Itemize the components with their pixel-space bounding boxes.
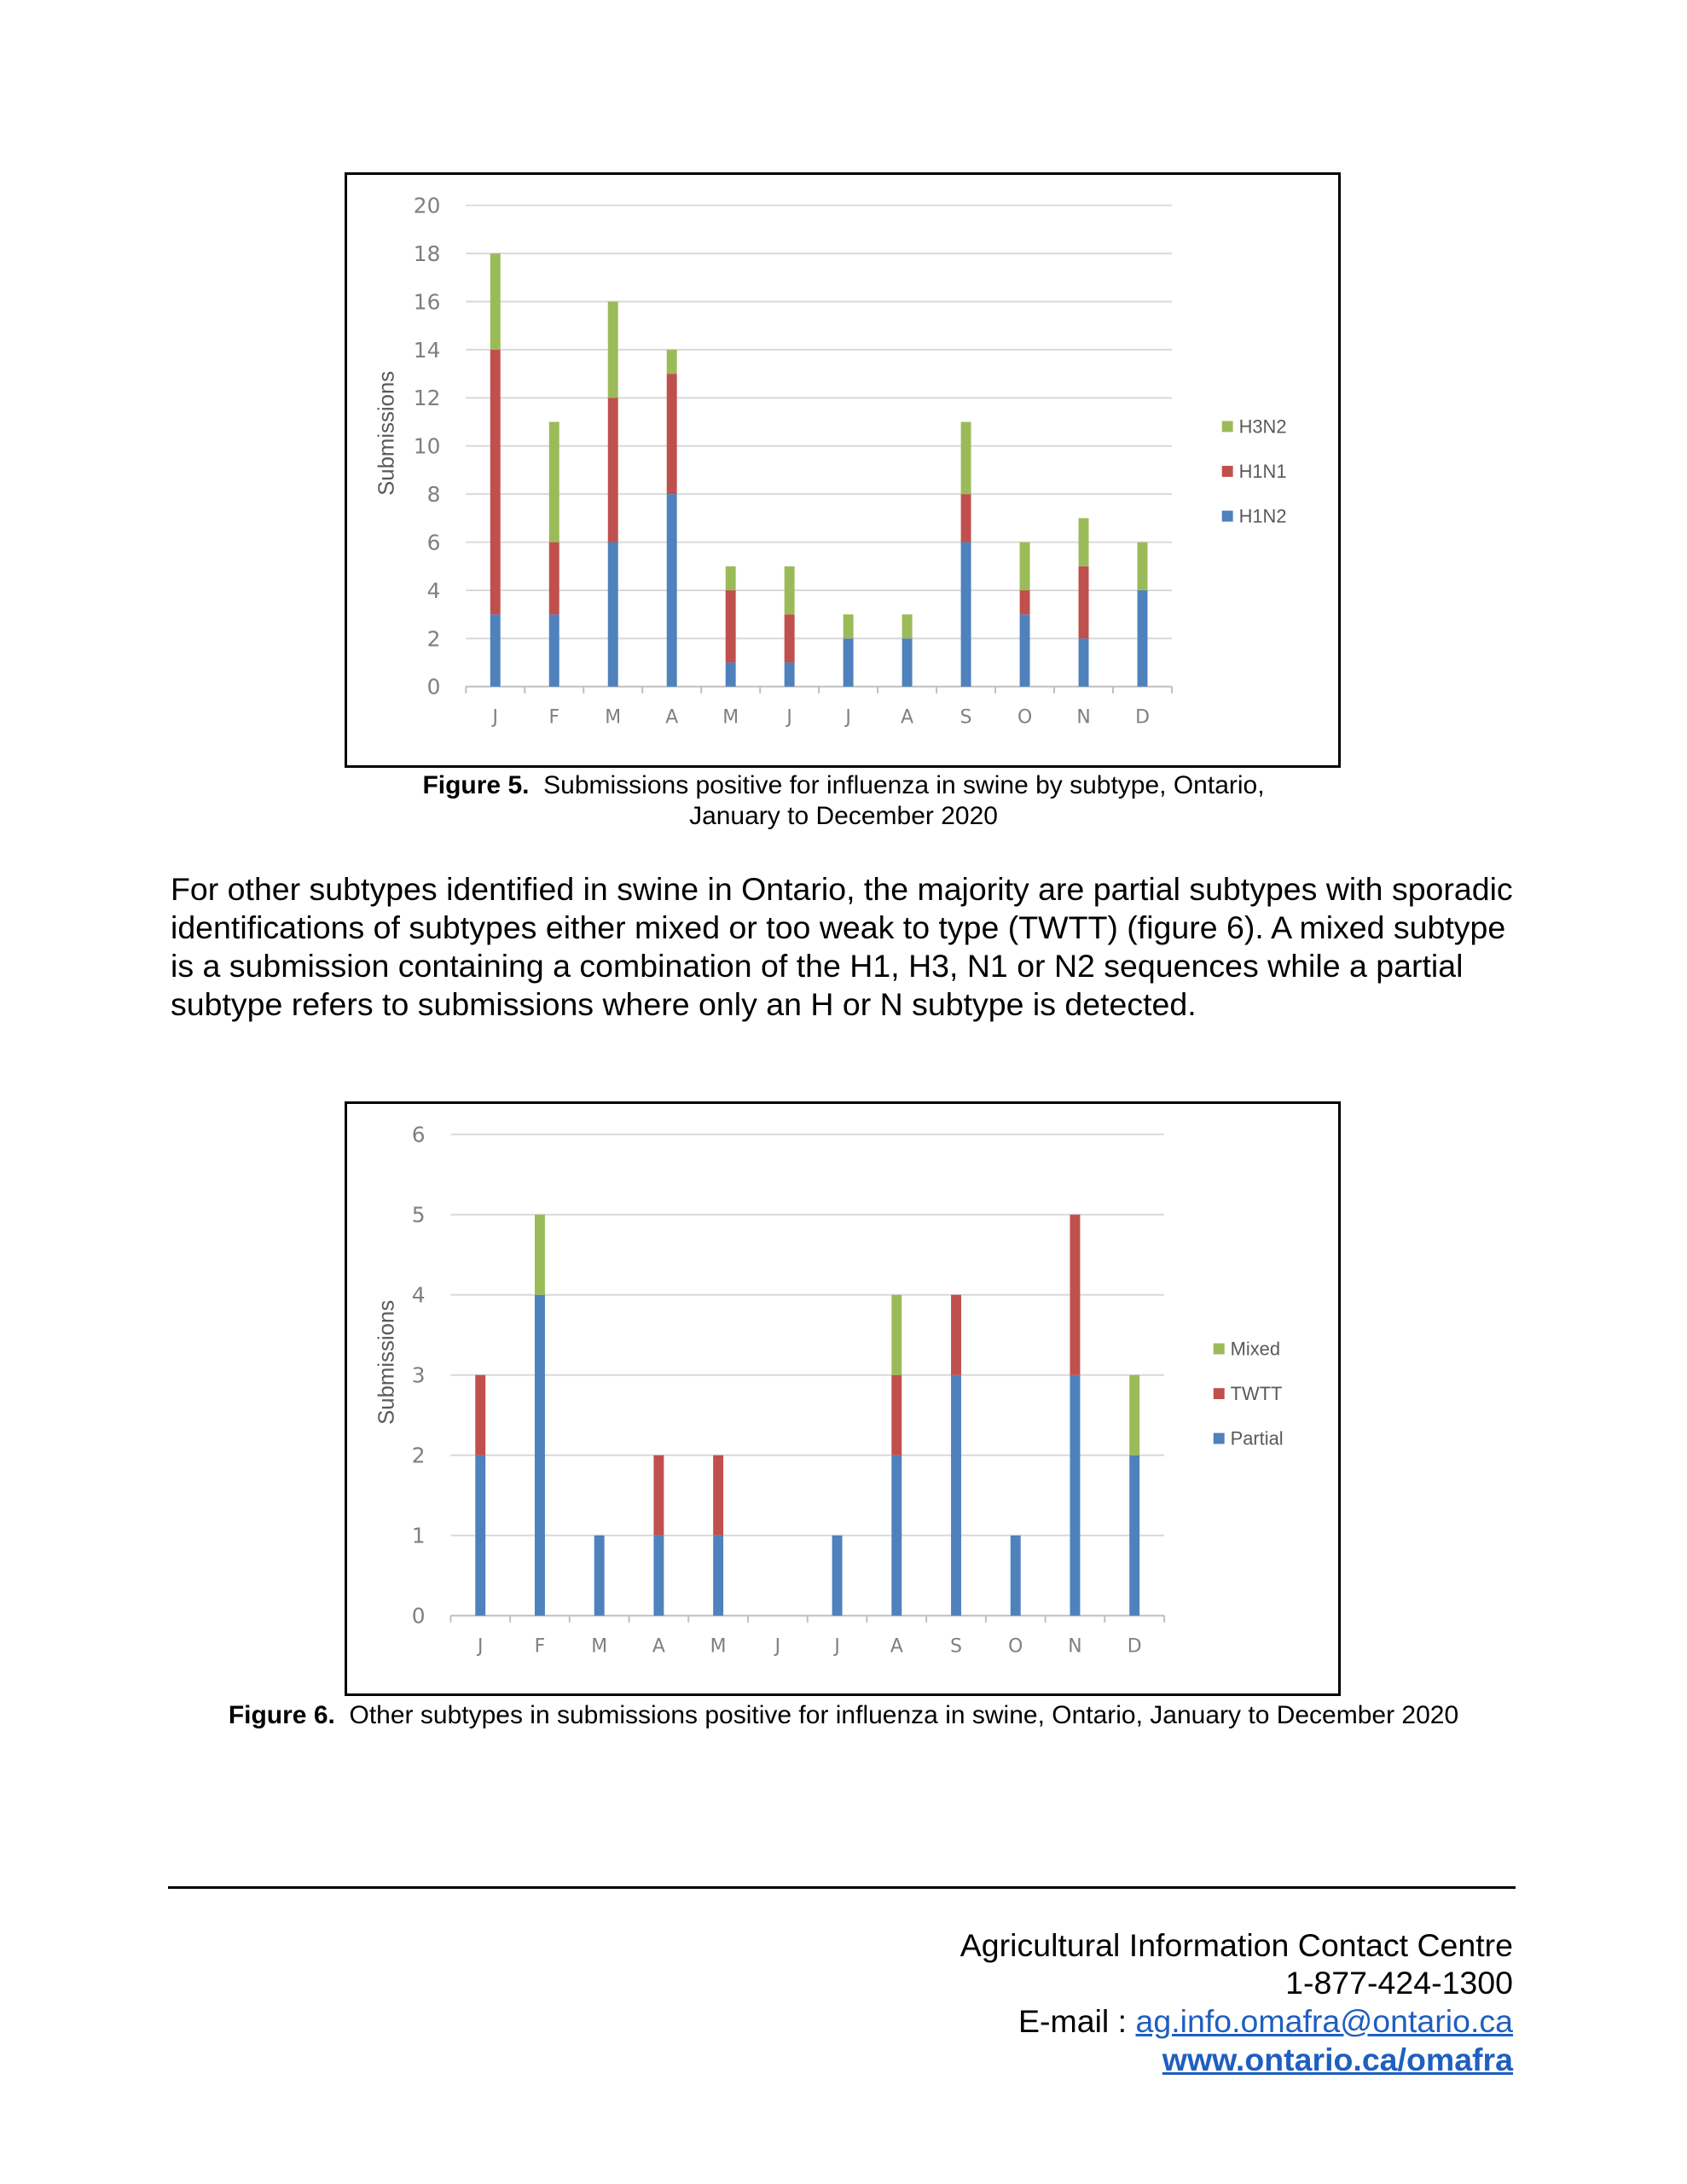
fig5-bar-h3n2-4 (726, 566, 736, 590)
fig6-bar-partial-0 (475, 1455, 485, 1616)
fig5-bar-h1n2-9 (1020, 614, 1030, 687)
fig5-bar-h1n2-1 (549, 614, 559, 687)
fig5-y-tick-label: 2 (426, 626, 441, 652)
fig5-x-tick-label: J (845, 706, 851, 729)
fig5-bar-h1n2-3 (667, 494, 677, 687)
figure-5-caption (0, 770, 1687, 832)
fig6-bar-partial-9 (1011, 1536, 1021, 1616)
fig6-bar-mixed-11 (1129, 1375, 1139, 1455)
fig6-bar-twtt-3 (653, 1455, 664, 1536)
fig5-bar-h1n1-5 (785, 614, 795, 662)
fig5-y-tick-label: 12 (413, 386, 441, 411)
fig6-y-tick-label: 5 (411, 1202, 426, 1228)
fig5-x-tick-label: M (605, 706, 622, 729)
fig6-bar-partial-11 (1129, 1455, 1139, 1616)
fig6-bar-partial-8 (951, 1375, 961, 1616)
fig5-bar-h1n2-2 (608, 543, 618, 687)
fig6-legend-swatch-mixed (1214, 1344, 1225, 1355)
fig5-bar-h3n2-11 (1138, 543, 1148, 590)
fig5-bar-h1n1-1 (549, 543, 559, 615)
figure-5-caption-line2: January to December 2020 (689, 802, 998, 830)
fig6-bar-partial-4 (713, 1536, 723, 1616)
fig5-bar-h1n2-5 (785, 663, 795, 687)
footer-website-link[interactable]: www.ontario.ca/omafra (1162, 2042, 1513, 2077)
footer-web-line (1162, 2041, 1513, 2078)
fig6-x-tick-label: M (710, 1635, 727, 1658)
footer-phone: 1-877-424-1300 (1285, 1965, 1513, 2001)
fig5-bar-h3n2-1 (549, 422, 559, 543)
fig6-y-tick-label: 1 (411, 1523, 426, 1548)
fig5-x-tick-label: F (548, 706, 560, 729)
footer-divider (168, 1886, 1516, 1889)
figure-6-caption (0, 1700, 1687, 1731)
fig6-bar-twtt-8 (951, 1295, 961, 1375)
figure-5-chart (345, 172, 1341, 768)
fig6-bar-partial-10 (1070, 1375, 1080, 1616)
fig6-x-tick-label: J (834, 1635, 840, 1658)
fig5-legend-label-h3n2: H3N2 (1238, 415, 1287, 438)
fig5-bar-h3n2-5 (785, 566, 795, 614)
fig6-y-tick-label: 4 (411, 1282, 426, 1308)
fig6-legend-label-twtt: TWTT (1230, 1383, 1283, 1404)
fig6-bar-partial-1 (535, 1295, 545, 1616)
fig5-y-tick-label: 8 (426, 482, 441, 508)
fig6-bar-twtt-10 (1070, 1215, 1080, 1375)
fig5-y-tick-label: 4 (426, 578, 441, 603)
figure-6-caption-text: Other subtypes in submissions positive for influenza in swine, Ontario, January to December 2020 (349, 1701, 1459, 1729)
fig6-x-tick-label: O (1008, 1635, 1023, 1658)
fig6-bar-partial-6 (832, 1536, 843, 1616)
fig5-x-tick-label: N (1076, 706, 1091, 729)
fig5-bar-h3n2-9 (1020, 543, 1030, 590)
figure-6-chart (345, 1101, 1341, 1696)
fig5-bar-h3n2-8 (961, 422, 971, 495)
fig5-bar-h3n2-7 (902, 614, 913, 638)
fig5-y-tick-label: 20 (413, 193, 441, 218)
fig5-bar-h1n1-3 (667, 374, 677, 494)
footer-email-label: E-mail : (1018, 2003, 1136, 2039)
fig5-y-tick-label: 16 (413, 289, 441, 315)
fig5-bar-h1n2-10 (1079, 638, 1089, 686)
fig6-x-tick-label: F (534, 1635, 546, 1658)
fig5-x-tick-label: M (722, 706, 739, 729)
fig6-x-tick-label: D (1127, 1635, 1142, 1658)
fig6-y-axis-label: Submissions (374, 1299, 399, 1425)
fig5-y-axis-label: Submissions (374, 370, 399, 496)
fig5-bar-h3n2-0 (490, 253, 501, 350)
fig5-x-tick-label: D (1135, 706, 1150, 729)
fig5-bar-h3n2-10 (1079, 518, 1089, 566)
fig6-legend-swatch-partial (1214, 1433, 1225, 1444)
figure-6-label: Figure 6. (228, 1701, 335, 1729)
fig5-bar-h3n2-3 (667, 350, 677, 374)
fig6-bar-mixed-1 (535, 1215, 545, 1295)
fig5-bar-h1n2-0 (490, 614, 501, 687)
fig5-legend-label-h1n1: H1N1 (1238, 460, 1287, 482)
body-paragraph: For other subtypes identified in swine in Ontario, the majority are partial subtypes with sporadic identifications of subtypes either mixed or too weak to type (TWTT) (figure 6). A mixed subtype is a submission containing a combination of the H1, H3, N1 or N2 sequences while a partial subtype refers to submissions where only an H or N subtype is detected. (171, 871, 1513, 1022)
fig5-bar-h3n2-6 (844, 614, 854, 638)
fig5-legend-swatch-h1n1 (1222, 466, 1233, 477)
fig5-x-tick-label: O (1017, 706, 1033, 729)
fig6-bar-twtt-0 (475, 1375, 485, 1455)
fig5-bar-h1n1-9 (1020, 590, 1030, 614)
fig5-y-tick-label: 14 (413, 337, 441, 363)
fig5-bar-h1n2-8 (961, 543, 971, 687)
fig5-y-tick-label: 0 (426, 674, 441, 700)
fig5-bar-h1n1-10 (1079, 566, 1089, 639)
fig5-y-tick-label: 18 (413, 241, 441, 267)
fig5-y-tick-label: 6 (426, 530, 441, 555)
fig5-bar-h1n2-11 (1138, 590, 1148, 687)
fig5-legend-swatch-h3n2 (1222, 421, 1233, 432)
fig6-bar-mixed-7 (891, 1295, 901, 1375)
fig5-x-tick-label: A (901, 706, 914, 729)
figure-5-svg (347, 175, 1338, 765)
fig6-legend-label-partial: Partial (1230, 1427, 1284, 1449)
fig6-x-tick-label: S (950, 1635, 962, 1658)
fig6-bar-partial-7 (891, 1455, 901, 1616)
fig5-bar-h1n2-7 (902, 638, 913, 686)
figure-5-caption-line1: Submissions positive for influenza in swine by subtype, Ontario, (543, 771, 1265, 799)
fig5-x-tick-label: J (492, 706, 499, 729)
footer-email-link[interactable]: ag.info.omafra@ontario.ca (1135, 2003, 1513, 2039)
fig5-bar-h3n2-2 (608, 302, 618, 398)
fig6-x-tick-label: M (591, 1635, 608, 1658)
fig5-bar-h1n2-6 (844, 638, 854, 686)
fig5-x-tick-label: J (786, 706, 792, 729)
fig5-bar-h1n1-8 (961, 494, 971, 542)
fig6-x-tick-label: J (774, 1635, 781, 1658)
fig6-bar-twtt-4 (713, 1455, 723, 1536)
fig6-legend-swatch-twtt (1214, 1388, 1225, 1399)
fig6-y-tick-label: 0 (411, 1603, 426, 1629)
fig5-bar-h1n1-0 (490, 350, 501, 614)
fig6-bar-partial-3 (653, 1536, 664, 1616)
figure-6-svg (347, 1104, 1338, 1693)
fig5-bar-h1n2-4 (726, 663, 736, 687)
figure-5-label: Figure 5. (422, 771, 530, 799)
footer-org-name: Agricultural Information Contact Centre (959, 1927, 1513, 1963)
fig6-legend-label-mixed: Mixed (1230, 1338, 1280, 1360)
fig5-bar-h1n1-4 (726, 590, 736, 663)
fig6-y-tick-label: 6 (411, 1122, 426, 1147)
fig5-x-tick-label: S (959, 706, 972, 729)
fig5-x-tick-label: A (665, 706, 679, 729)
footer-email-line (1018, 2002, 1513, 2040)
fig6-y-tick-label: 3 (411, 1362, 426, 1388)
fig6-bar-partial-2 (594, 1536, 605, 1616)
fig6-x-tick-label: A (890, 1635, 903, 1658)
fig6-bar-twtt-7 (891, 1375, 901, 1455)
fig6-x-tick-label: J (478, 1635, 484, 1658)
fig6-y-tick-label: 2 (411, 1443, 426, 1468)
fig5-legend-label-h1n2: H1N2 (1238, 505, 1287, 527)
fig6-x-tick-label: A (652, 1635, 665, 1658)
fig5-bar-h1n1-2 (608, 398, 618, 542)
fig6-x-tick-label: N (1068, 1635, 1082, 1658)
fig5-legend-swatch-h1n2 (1222, 511, 1233, 522)
fig5-y-tick-label: 10 (413, 433, 441, 459)
